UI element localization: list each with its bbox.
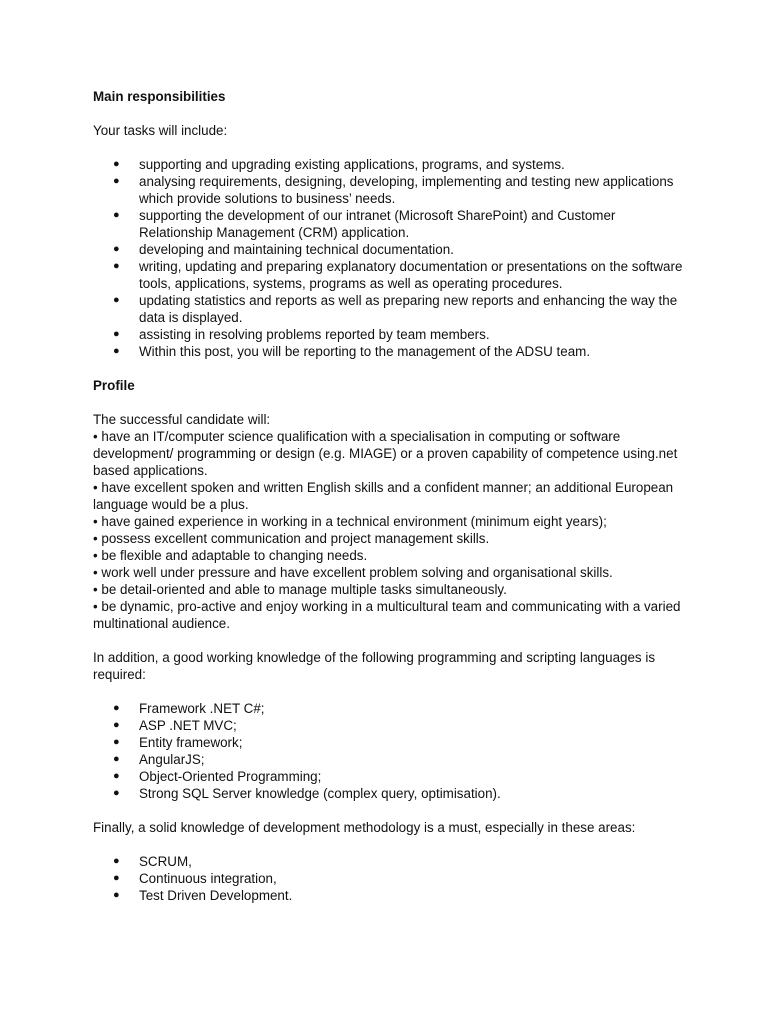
bullet-icon: ● xyxy=(113,787,120,799)
list-item: ● Object-Oriented Programming; xyxy=(113,769,322,784)
list-item: ● SCRUM, xyxy=(113,854,192,869)
list-item: ● AngularJS; xyxy=(113,752,205,767)
profile-item: • possess excellent communication and project management skills. xyxy=(93,531,490,546)
list-item: ● Test Driven Development. xyxy=(113,888,293,903)
list-item: ● Continuous integration, xyxy=(113,871,277,886)
bullet-icon: ● xyxy=(113,855,120,867)
bullet-icon: ● xyxy=(113,702,120,714)
bullet-icon: ● xyxy=(113,328,120,340)
profile-item: • be dynamic, pro-active and enjoy working in a multicultural team and communicating with a varied multinational audience. xyxy=(93,599,681,631)
bullet-icon: ● xyxy=(113,719,120,731)
bullet-icon: ● xyxy=(113,736,120,748)
bullet-icon: ● xyxy=(113,294,120,306)
bullet-icon: ● xyxy=(113,889,120,901)
list-item: ● Strong SQL Server knowledge (complex query, optimisation). xyxy=(113,786,501,801)
profile-requirements xyxy=(93,411,685,632)
list-item: ● Within this post, you will be reporting to the management of the ADSU team. xyxy=(113,344,591,359)
bullet-icon: ● xyxy=(113,243,120,255)
bullet-icon: ● xyxy=(113,175,120,187)
list-item: ● developing and maintaining technical documentation. xyxy=(113,242,454,257)
list-item: ● supporting and upgrading existing applications, programs, and systems. xyxy=(113,157,565,172)
list-item: ● updating statistics and reports as well as preparing new reports and enhancing the way the data is displayed. xyxy=(113,293,678,325)
bullet-icon: ● xyxy=(113,209,120,221)
bullet-icon: ● xyxy=(113,158,120,170)
responsibilities-intro: Your tasks will include: xyxy=(93,123,228,138)
list-item: ● Entity framework; xyxy=(113,735,243,750)
profile-heading: Profile xyxy=(93,378,135,393)
list-item: ● writing, updating and preparing explanatory documentation or presentations on the software tools, applications, systems, programs as well as operating procedures. xyxy=(113,259,683,291)
methodology-intro: Finally, a solid knowledge of development methodology is a must, especially in these areas: xyxy=(93,820,636,835)
list-item: ● supporting the development of our intranet (Microsoft SharePoint) and Customer Relationship Management (CRM) application. xyxy=(113,208,616,240)
methodology-list xyxy=(93,853,685,904)
bullet-icon: ● xyxy=(113,872,120,884)
bullet-icon: ● xyxy=(113,260,120,272)
profile-item: • have excellent spoken and written English skills and a confident manner; an additional European language would be a plus. xyxy=(93,480,674,512)
responsibilities-list xyxy=(93,156,685,360)
bullet-icon: ● xyxy=(113,753,120,765)
profile-item: • be flexible and adaptable to changing needs. xyxy=(93,548,368,563)
profile-item: • work well under pressure and have excellent problem solving and organisational skills. xyxy=(93,565,613,580)
profile-intro: The successful candidate will: xyxy=(93,412,271,427)
list-item: ● analysing requirements, designing, developing, implementing and testing new applications which provide solutions to business’ needs. xyxy=(113,174,674,206)
document-page xyxy=(93,88,685,904)
profile-item: • have an IT/computer science qualification with a specialisation in computing or software development/ programming or design (e.g. MIAGE) or a proven capability of competence using.net based applications. xyxy=(93,429,678,478)
profile-item: • have gained experience in working in a technical environment (minimum eight years); xyxy=(93,514,607,529)
languages-list xyxy=(93,700,685,802)
list-item: ● Framework .NET C#; xyxy=(113,701,265,716)
main-responsibilities-heading: Main responsibilities xyxy=(93,89,226,104)
bullet-icon: ● xyxy=(113,345,120,357)
languages-intro: In addition, a good working knowledge of the following programming and scripting languages is required: xyxy=(93,650,656,682)
list-item: ● ASP .NET MVC; xyxy=(113,718,237,733)
profile-item: • be detail-oriented and able to manage multiple tasks simultaneously. xyxy=(93,582,507,597)
bullet-icon: ● xyxy=(113,770,120,782)
list-item: ● assisting in resolving problems reported by team members. xyxy=(113,327,490,342)
